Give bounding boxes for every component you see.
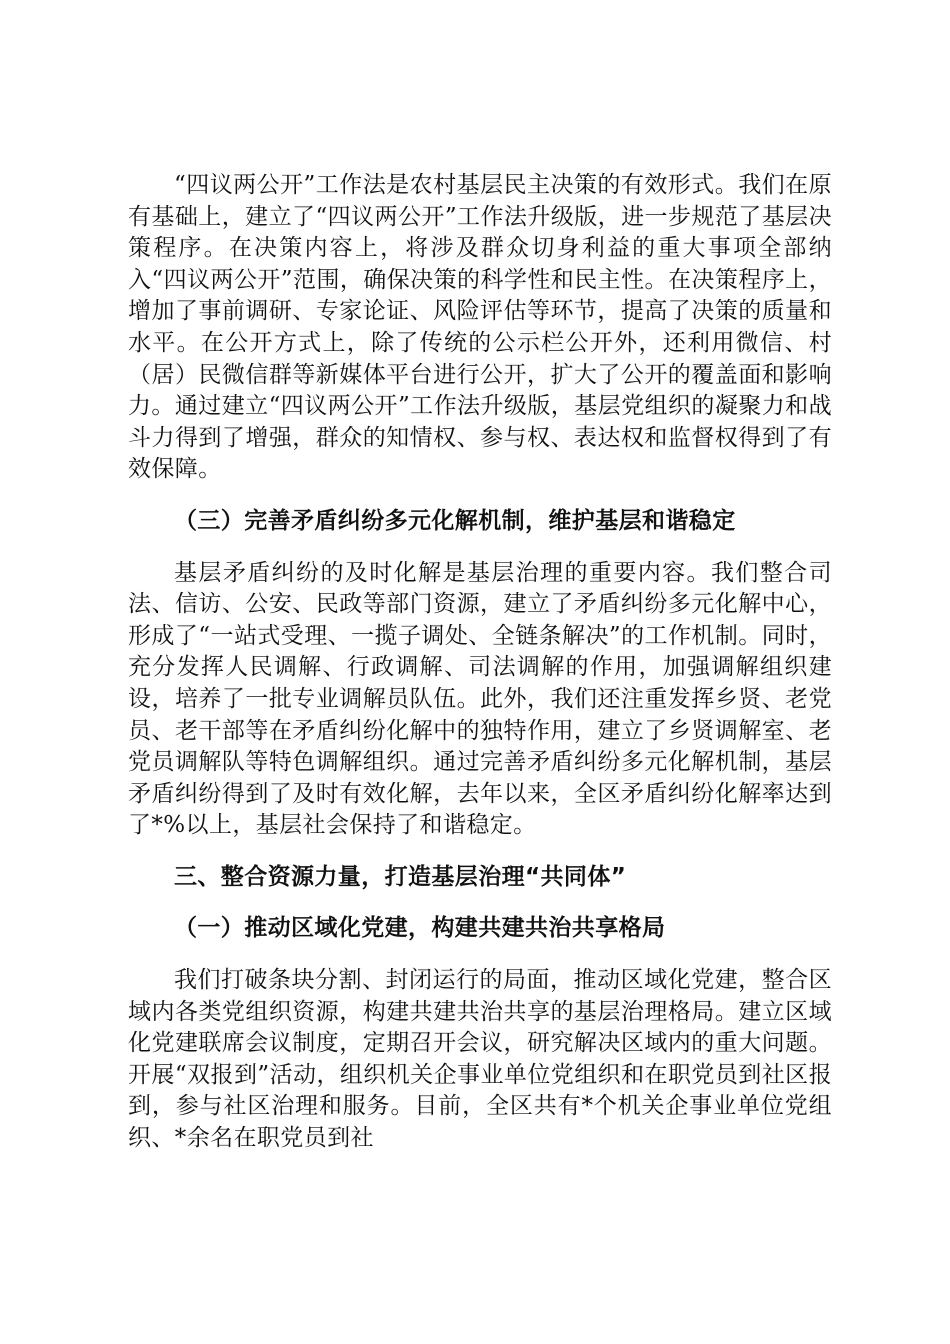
heading-section-three: 三、整合资源力量，打造基层治理“共同体”: [174, 863, 627, 890]
document-body: [128, 170, 832, 1155]
heading-dispute-resolution: （三）完善矛盾纠纷多元化解机制，维护基层和谐稳定: [174, 507, 736, 534]
paragraph-dispute-resolution: 基层矛盾纠纷的及时化解是基层治理的重要内容。我们整合司法、信访、公安、民政等部门资源，建立了矛盾纠纷多元化解中心，形成了“一站式受理、一揽子调处、全链条解决”的工作机制。同时，充分发挥人民调解、行政调解、司法调解的作用，加强调解组织建设，培养了一批专业调解员队伍。此外，我们还注重发挥乡贤、老党员、老干部等在矛盾纠纷化解中的独特作用，建立了乡贤调解室、老党员调解队等特色调解组织。通过完善矛盾纠纷多元化解机制，基层矛盾纠纷得到了及时有效化解，去年以来，全区矛盾纠纷化解率达到了*%以上，基层社会保持了和谐稳定。: [128, 559, 832, 839]
paragraph-regional-party-building: 我们打破条块分割、封闭运行的局面，推动区域化党建，整合区域内各类党组织资源，构建共建共治共享的基层治理格局。建立区域化党建联席会议制度，定期召开会议，研究解决区域内的重大问题。开展“双报到”活动，组织机关企事业单位党组织和在职党员到社区报到，参与社区治理和服务。目前，全区共有*个机关企事业单位党组织、*余名在职党员到社: [128, 967, 832, 1152]
paragraph-four-discussions: “四议两公开”工作法是农村基层民主决策的有效形式。我们在原有基础上，建立了“四议两公开”工作法升级版，进一步规范了基层决策程序。在决策内容上，将涉及群众切身利益的重大事项全部纳入“四议两公开”范围，确保决策的科学性和民主性。在决策程序上，增加了事前调研、专家论证、风险评估等环节，提高了决策的质量和水平。在公开方式上，除了传统的公示栏公开外，还利用微信、村（居）民微信群等新媒体平台进行公开，扩大了公开的覆盖面和影响力。通过建立“四议两公开”工作法升级版，基层党组织的凝聚力和战斗力得到了增强，群众的知情权、参与权、表达权和监督权得到了有效保障。: [128, 172, 832, 483]
heading-regional-party-building: （一）推动区域化党建，构建共建共治共享格局: [174, 915, 666, 942]
